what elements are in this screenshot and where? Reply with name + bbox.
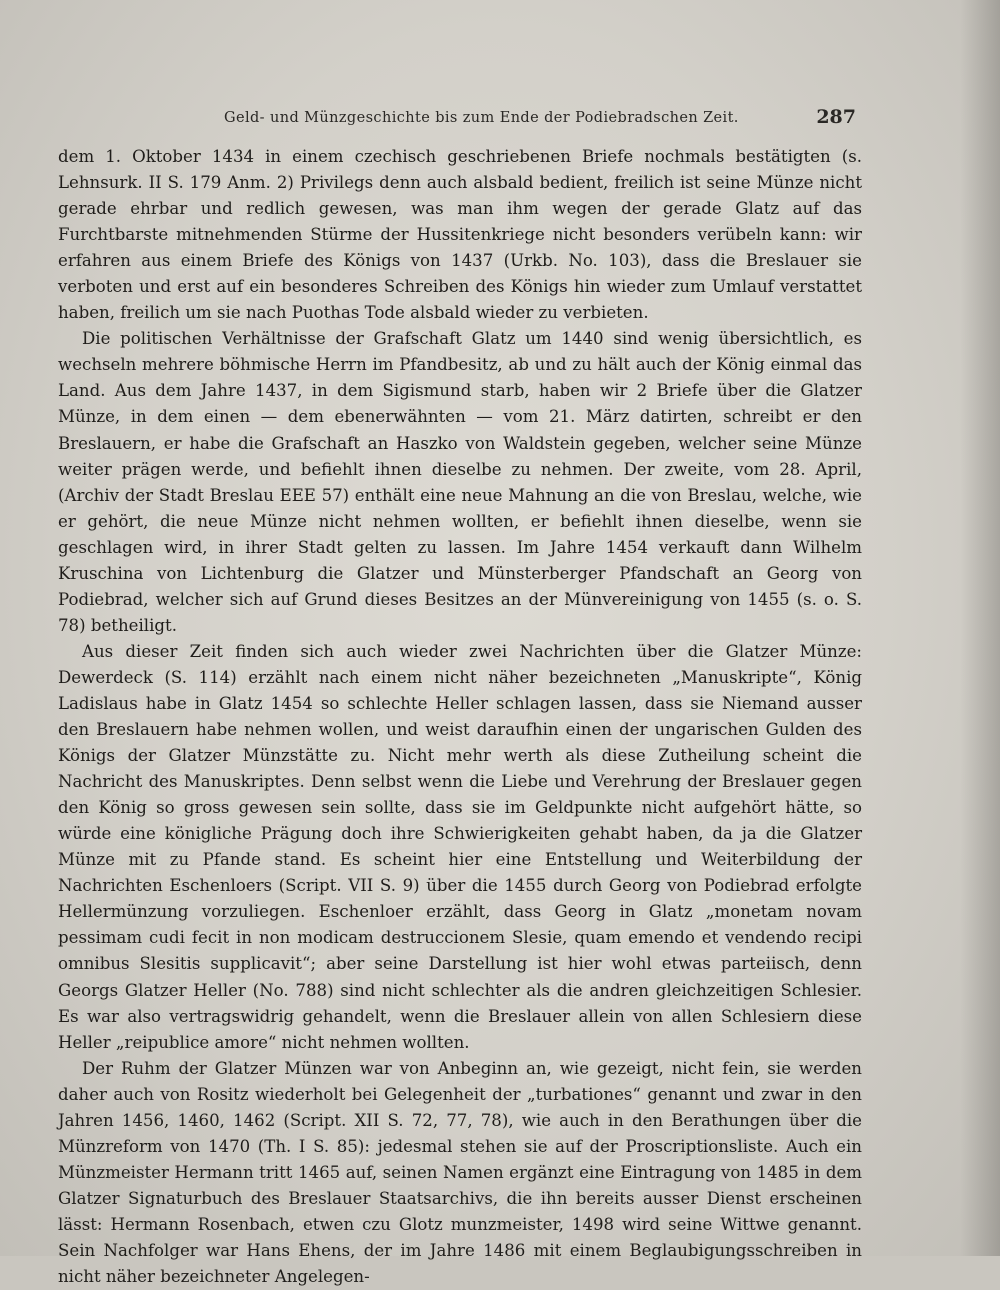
page-number: 287: [816, 106, 856, 128]
running-head: [58, 106, 862, 132]
body-text: [58, 144, 862, 1290]
paragraph: Die politischen Verhältnisse der Grafschaft Glatz um 1440 sind wenig übersichtlich, es wechseln mehrere böhmische Herrn im Pfandbesitz, ab und zu hält auch der König einmal das Land. Aus dem Jahre 1437, in dem Sigismund starb, haben wir 2 Briefe über die Glatzer Münze, in dem einen — dem ebenerwähnten — vom 21. März datirten, schreibt er den Breslauern, er habe die Grafschaft an Haszko von Waldstein gegeben, welcher seine Münze weiter prägen werde, und befiehlt ihnen dieselbe zu nehmen. Der zweite, vom 28. April, (Archiv der Stadt Breslau EEE 57) enthält eine neue Mahnung an die von Breslau, welche, wie er gehört, die neue Münze nicht nehmen wollten, er befiehlt ihnen dieselbe, wenn sie geschlagen wird, in ihrer Stadt gelten zu lassen. Im Jahre 1454 verkauft dann Wilhelm Kruschina von Lichtenburg die Glatzer und Münsterberger Pfandschaft an Georg von Podiebrad, welcher sich auf Grund dieses Besitzes an der Münvereinigung von 1455 (s. o. S. 78) betheiligt.: [58, 329, 862, 635]
page-content: [58, 106, 862, 1287]
paragraph: dem 1. Oktober 1434 in einem czechisch geschriebenen Briefe nochmals bestätigten (s. Lehnsurk. II S. 179 Anm. 2) Privilegs denn auch alsbald bedient, freilich ist seine Münze nicht gerade ehrbar und redlich gewesen, was man ihm wegen der gerade Glatz auf das Furchtbarste mitnehmenden Stürme der Hussitenkriege nicht besonders verübeln kann: wir erfahren aus einem Briefe des Königs von 1437 (Urkb. No. 103), dass die Breslauer sie verboten und erst auf ein besonderes Schreiben des Königs hin wieder zum Umlauf verstattet haben, freilich um sie nach Puothas Tode alsbald wieder zu verbieten.: [58, 147, 862, 323]
paragraph: Der Ruhm der Glatzer Münzen war von Anbeginn an, wie gezeigt, nicht fein, sie werden daher auch von Rositz wiederholt bei Gelegenheit der „turbationes“ genannt und zwar in den Jahren 1456, 1460, 1462 (Script. XII S. 72, 77, 78), wie auch in den Berathungen über die Münzreform von 1470 (Th. I S. 85): jedesmal stehen sie auf der Proscriptionsliste. Auch ein Münzmeister Hermann tritt 1465 auf, seinen Namen ergänzt eine Eintragung von 1485 in dem Glatzer Signaturbuch des Breslauer Staatsarchivs, die ihn bereits ausser Dienst erscheinen lässt: Hermann Rosenbach, etwen czu Glotz munzmeister, 1498 wird seine Wittwe genannt. Sein Nachfolger war Hans Ehens, der im Jahre 1486 mit einem Beglaubigungsschreiben in nicht näher bezeichneter Angelegen-: [58, 1058, 862, 1287]
page-edge-shadow: [960, 0, 1000, 1256]
running-head-title: Geld- und Münzgeschichte bis zum Ende der Podiebradschen Zeit.: [224, 110, 739, 126]
paragraph: Aus dieser Zeit finden sich auch wieder zwei Nachrichten über die Glatzer Münze: Dewerdeck (S. 114) erzählt nach einem nicht näher bezeichneten „Manuskripte“, König Ladislaus habe in Glatz 1454 so schlechte Heller schlagen lassen, dass sie Niemand ausser den Breslauern habe nehmen wollen, und weist daraufhin einen der ungarischen Gulden des Königs der Glatzer Münzstätte zu. Nicht mehr werth als diese Zutheilung scheint die Nachricht des Manuskriptes. Denn selbst wenn die Liebe und Verehrung der Breslauer gegen den König so gross gewesen sein sollte, dass sie im Geldpunkte nicht aufgehört hätte, so würde eine königliche Prägung doch ihre Schwierigkeiten gehabt haben, da ja die Glatzer Münze mit zu Pfande stand. Es scheint hier eine Entstellung und Weiterbildung der Nachrichten Eschenloers (Script. VII S. 9) über die 1455 durch Georg von Podiebrad erfolgte Hellermünzung vorzuliegen. Eschenloer erzählt, dass Georg in Glatz „monetam novam pessimam cudi fecit in non modicam destruccionem Slesie, quam emendo et vendendo recipi omnibus Slesitis supplicavit“; aber seine Darstellung ist hier wohl etwas parteiisch, denn Georgs Glatzer Heller (No. 788) sind nicht schlechter als die andren gleichzeitigen Schlesier. Es war also vertragswidrig gehandelt, wenn die Breslauer allein von allen Schlesiern diese Heller „reipublice amore“ nicht nehmen wollten.: [58, 641, 862, 1052]
